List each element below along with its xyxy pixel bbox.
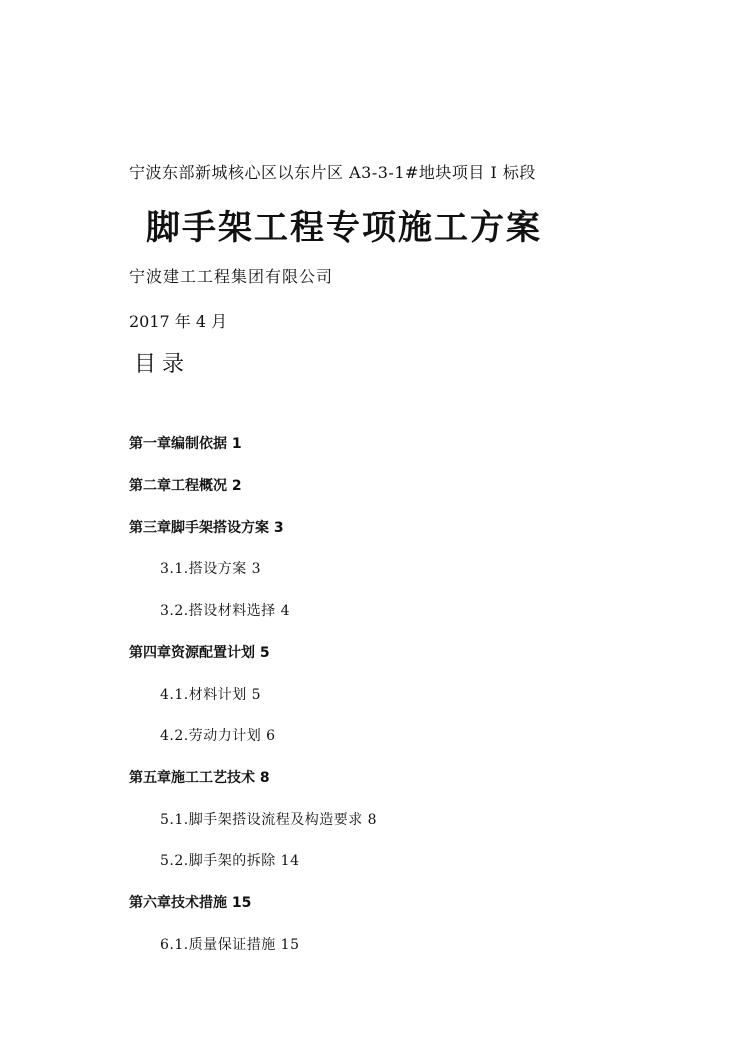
- toc-section-3-1[interactable]: 3.1.搭设方案 3: [160, 561, 262, 577]
- toc-section-6-1[interactable]: 6.1.质量保证措施 15: [160, 937, 300, 953]
- toc-chapter-1[interactable]: 第一章编制依据 1: [129, 436, 242, 452]
- project-name-line: 宁波东部新城核心区以东片区 A3-3-1#地块项目 I 标段: [129, 163, 536, 182]
- toc-section-5-2[interactable]: 5.2.脚手架的拆除 14: [160, 853, 300, 869]
- toc-chapter-3[interactable]: 第三章脚手架搭设方案 3: [129, 520, 284, 536]
- document-date: 2017 年 4 月: [129, 312, 228, 331]
- toc-section-5-1[interactable]: 5.1.脚手架搭设流程及构造要求 8: [160, 812, 378, 828]
- document-title: 脚手架工程专项施工方案: [146, 208, 542, 248]
- toc-section-3-2[interactable]: 3.2.搭设材料选择 4: [160, 603, 291, 619]
- toc-chapter-2[interactable]: 第二章工程概况 2: [129, 478, 242, 494]
- company-name: 宁波建工工程集团有限公司: [129, 267, 334, 286]
- toc-chapter-5[interactable]: 第五章施工工艺技术 8: [129, 770, 270, 786]
- toc-chapter-4[interactable]: 第四章资源配置计划 5: [129, 645, 270, 661]
- toc-section-4-2[interactable]: 4.2.劳动力计划 6: [160, 728, 276, 744]
- toc-section-4-1[interactable]: 4.1.材料计划 5: [160, 687, 262, 703]
- toc-chapter-6[interactable]: 第六章技术措施 15: [129, 895, 252, 911]
- toc-heading: 目录: [134, 352, 191, 377]
